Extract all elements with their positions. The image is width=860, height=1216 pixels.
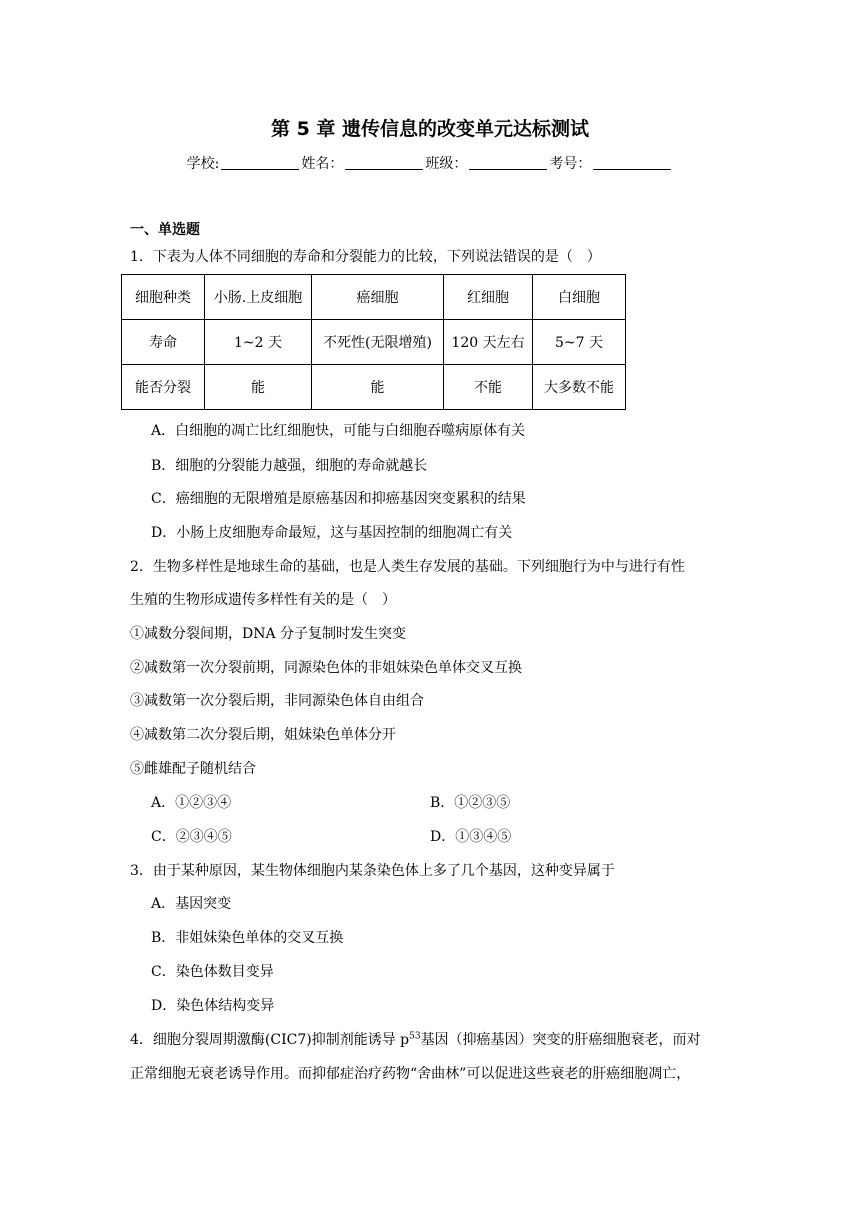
table-cell: 寿命 bbox=[122, 320, 205, 365]
q3-option-d[interactable]: D．染色体结构变异 bbox=[151, 998, 275, 1014]
name-label: 姓名： bbox=[301, 156, 344, 172]
q2-item-2: ②减数第一次分裂前期，同源染色体的非姐妹染色单体交叉互换 bbox=[130, 660, 522, 676]
q3-option-c[interactable]: C．染色体数目变异 bbox=[151, 964, 274, 980]
class-label: 班级： bbox=[425, 156, 468, 172]
q2-option-b[interactable]: B．①②③⑤ bbox=[430, 795, 511, 811]
q3-option-a[interactable]: A．基因突变 bbox=[151, 896, 232, 912]
q2-stem-line2: 生殖的生物形成遗传多样性有关的是（ ） bbox=[130, 592, 396, 608]
table-cell: 红细胞 bbox=[444, 275, 533, 320]
q2-item-4: ④减数第二次分裂后期，姐妹染色单体分开 bbox=[130, 727, 396, 743]
q1-option-b[interactable]: B．细胞的分裂能力越强，细胞的寿命就越长 bbox=[151, 458, 428, 474]
section-heading: 一、单选题 bbox=[130, 222, 200, 238]
table-cell: 能 bbox=[205, 365, 312, 410]
school-blank[interactable] bbox=[221, 155, 299, 170]
q1-stem: 1．下表为人体不同细胞的寿命和分裂能力的比较，下列说法错误的是（ ） bbox=[130, 249, 601, 265]
table-cell: 能否分裂 bbox=[122, 365, 205, 410]
q2-option-d[interactable]: D．①③④⑤ bbox=[430, 829, 512, 845]
number-blank[interactable] bbox=[593, 155, 671, 170]
q2-option-a[interactable]: A．①②③④ bbox=[151, 795, 232, 811]
q1-option-c[interactable]: C．癌细胞的无限增殖是原癌基因和抑癌基因突变累积的结果 bbox=[151, 491, 526, 507]
table-cell: 大多数不能 bbox=[533, 365, 626, 410]
q4-stem-line1 bbox=[130, 1029, 701, 1049]
q1-option-d[interactable]: D．小肠上皮细胞寿命最短，这与基因控制的细胞凋亡有关 bbox=[151, 525, 513, 541]
q2-item-5: ⑤雌雄配子随机结合 bbox=[130, 761, 256, 777]
cell-comparison-table bbox=[121, 274, 626, 410]
class-blank[interactable] bbox=[469, 155, 547, 170]
q3-option-b[interactable]: B．非姐妹染色单体的交叉互换 bbox=[151, 930, 344, 946]
q1-option-a[interactable]: A．白细胞的凋亡比红细胞快，可能与白细胞吞噬病原体有关 bbox=[151, 423, 526, 439]
school-label: 学校: bbox=[186, 156, 220, 172]
table-cell: 不死性(无限增殖) bbox=[312, 320, 444, 365]
q4-superscript: 53 bbox=[409, 1031, 421, 1042]
student-info-line bbox=[0, 153, 860, 173]
table-cell: 癌细胞 bbox=[312, 275, 444, 320]
q2-option-c[interactable]: C．②③④⑤ bbox=[151, 829, 232, 845]
table-cell: 细胞种类 bbox=[122, 275, 205, 320]
table-row bbox=[122, 320, 626, 365]
table-cell: 不能 bbox=[444, 365, 533, 410]
number-label: 考号： bbox=[549, 156, 592, 172]
table-cell: 白细胞 bbox=[533, 275, 626, 320]
q2-stem-line1: 2．生物多样性是地球生命的基础，也是人类生存发展的基础。下列细胞行为中与进行有性 bbox=[130, 559, 685, 575]
table-row bbox=[122, 275, 626, 320]
name-blank[interactable] bbox=[345, 155, 423, 170]
q2-item-1: ①减数分裂间期，DNA 分子复制时发生突变 bbox=[130, 626, 407, 642]
q4-text-part2: 基因（抑癌基因）突变的肝癌细胞衰老，而对 bbox=[420, 1032, 701, 1048]
q2-item-3: ③减数第一次分裂后期，非同源染色体自由组合 bbox=[130, 693, 424, 709]
table-cell: 120 天左右 bbox=[444, 320, 533, 365]
page-title: 第 5 章 遗传信息的改变单元达标测试 bbox=[270, 118, 590, 140]
q4-text-part1: 4．细胞分裂周期激酶(CIC7)抑制剂能诱导 p bbox=[130, 1032, 410, 1048]
q4-stem-line2: 正常细胞无衰老诱导作用。而抑郁症治疗药物“舍曲林”可以促进这些衰老的肝癌细胞凋亡， bbox=[130, 1066, 691, 1082]
table-cell: 1~2 天 bbox=[205, 320, 312, 365]
table-cell: 能 bbox=[312, 365, 444, 410]
q3-stem: 3．由于某种原因，某生物体细胞内某条染色体上多了几个基因，这种变异属于 bbox=[130, 863, 615, 879]
table-row bbox=[122, 365, 626, 410]
table-cell: 小肠.上皮细胞 bbox=[205, 275, 312, 320]
table-cell: 5~7 天 bbox=[533, 320, 626, 365]
